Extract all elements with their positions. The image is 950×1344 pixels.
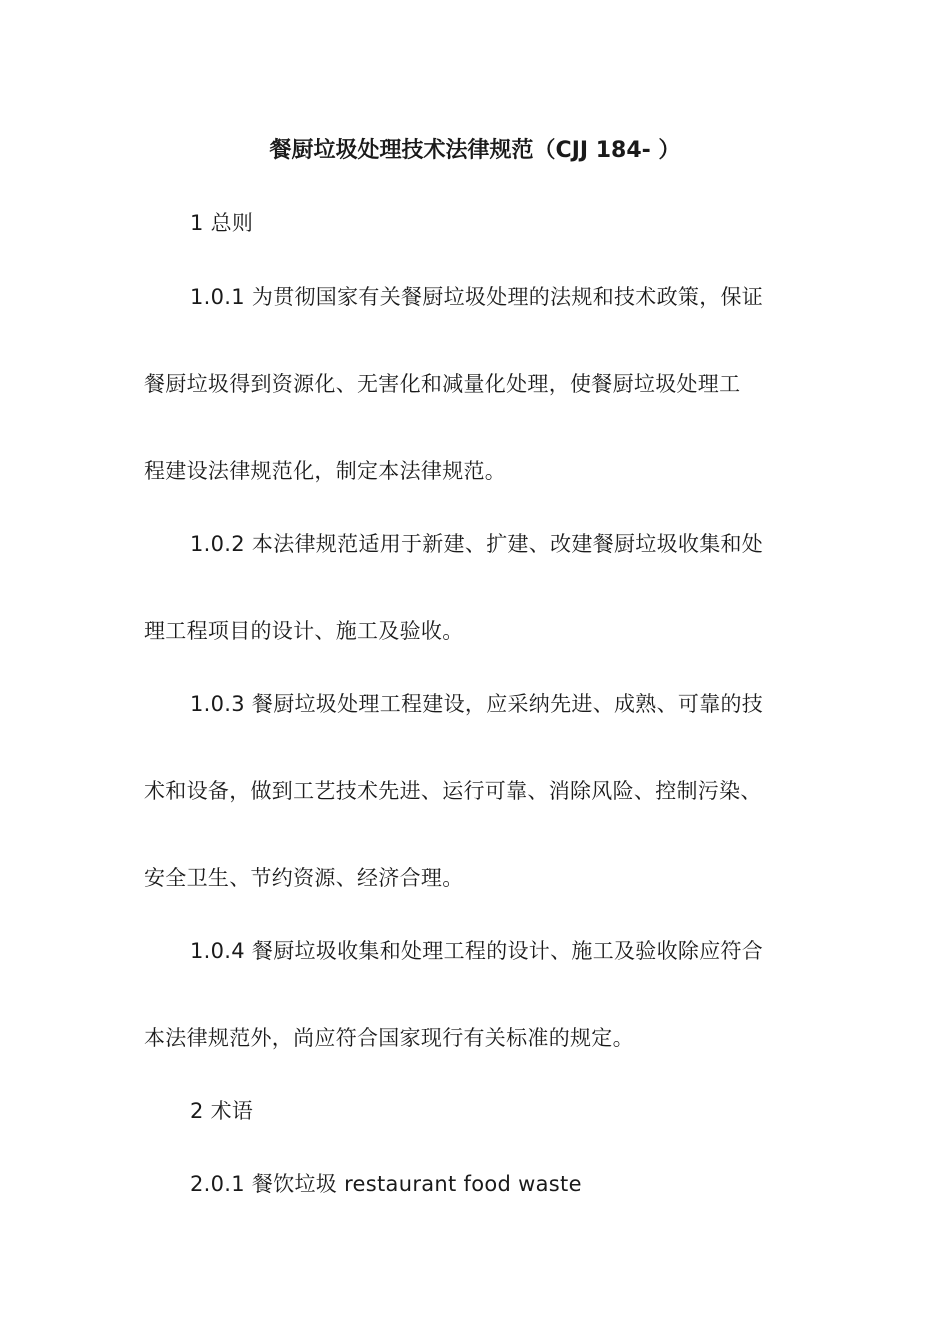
section-heading-2: 2 术语	[190, 1099, 254, 1123]
document-title: 餐厨垃圾处理技术法律规范（CJJ 184- ）	[269, 138, 681, 163]
paragraph-line: 术和设备，做到工艺技术先进、运行可靠、消除风险、控制污染、	[144, 779, 762, 803]
paragraph-line: 餐厨垃圾得到资源化、无害化和减量化处理，使餐厨垃圾处理工	[144, 372, 741, 396]
paragraph-line: 本法律规范外，尚应符合国家现行有关标准的规定。	[144, 1026, 634, 1050]
term-entry: 2.0.1 餐饮垃圾 restaurant food waste	[190, 1172, 582, 1196]
paragraph-line: 理工程项目的设计、施工及验收。	[144, 619, 464, 643]
section-heading-1: 1 总则	[190, 211, 254, 235]
paragraph-line: 安全卫生、节约资源、经济合理。	[144, 866, 464, 890]
paragraph-line: 1.0.1 为贯彻国家有关餐厨垃圾处理的法规和技术政策，保证	[190, 285, 764, 309]
paragraph-line: 1.0.4 餐厨垃圾收集和处理工程的设计、施工及验收除应符合	[190, 939, 764, 963]
paragraph-line: 程建设法律规范化，制定本法律规范。	[144, 459, 507, 483]
paragraph-line: 1.0.3 餐厨垃圾处理工程建设，应采纳先进、成熟、可靠的技	[190, 692, 764, 716]
paragraph-line: 1.0.2 本法律规范适用于新建、扩建、改建餐厨垃圾收集和处	[190, 532, 764, 556]
